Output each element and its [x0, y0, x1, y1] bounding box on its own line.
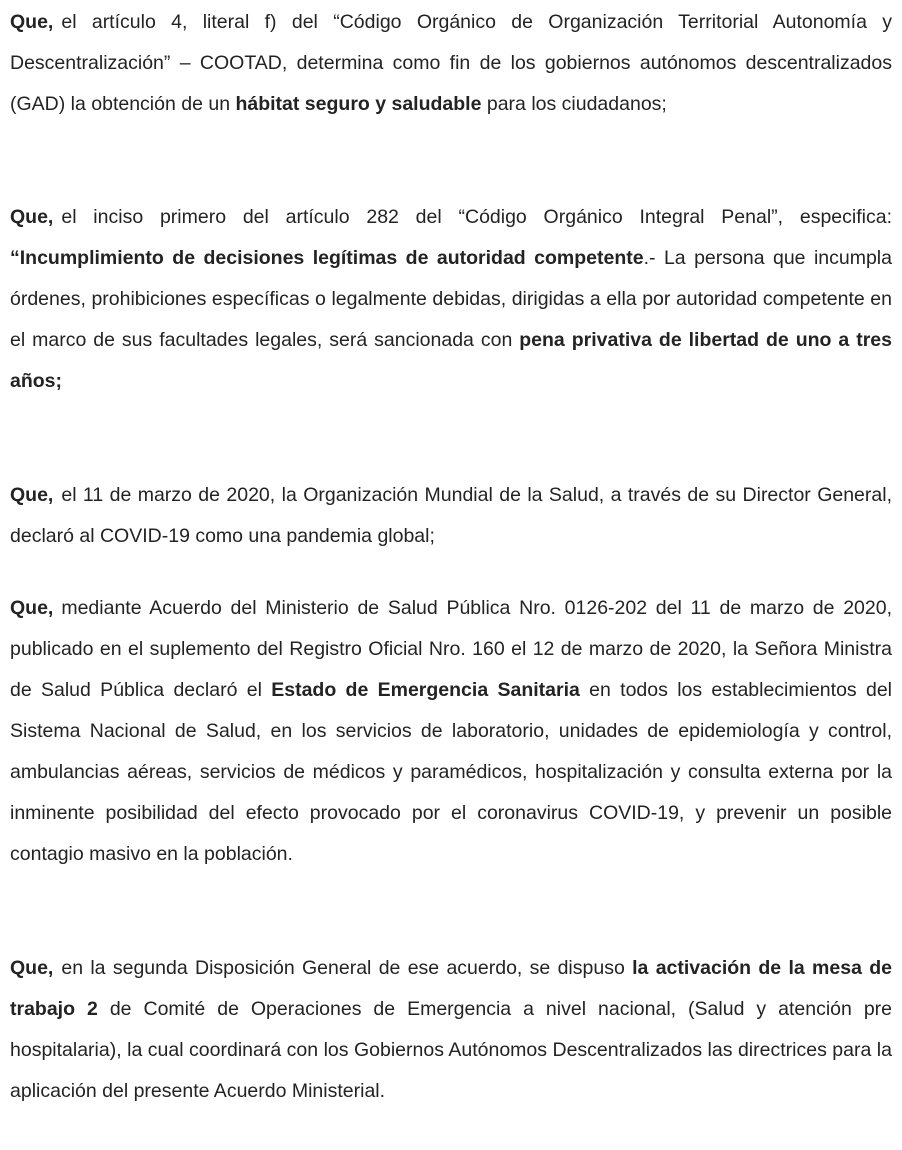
paragraph-content	[10, 484, 892, 547]
paragraph-content	[10, 597, 892, 865]
considerando-paragraph	[10, 588, 892, 875]
paragraph-lead: Que,	[10, 11, 54, 33]
text-segment: mediante Acuerdo del Ministerio de Salud Pública Nro. 0126-202 del 11 de marzo de 2020, publicado en el suplemento del Registro Oficial Nro. 160 el 12 de marzo de 2020, la Señora Ministra de Salud Pública declaró el	[10, 597, 892, 701]
considerando-paragraph	[10, 197, 892, 402]
considerando-paragraph	[10, 948, 892, 1112]
text-segment: en la segunda Disposición General de ese acuerdo, se dispuso	[61, 957, 633, 979]
bold-segment: Estado de Emergencia Sanitaria	[271, 679, 580, 701]
paragraph-content	[10, 206, 892, 392]
paragraph-lead: Que,	[10, 206, 54, 228]
text-segment: .- La persona que incumpla órdenes, prohibiciones específicas o legalmente debidas, dirigidas a ella por autoridad competente en el marco de sus facultades legales, será sancionada con	[10, 247, 892, 351]
text-segment: el inciso primero del artículo 282 del “Código Orgánico Integral Penal”, especifica:	[61, 206, 892, 228]
paragraph-lead: Que,	[10, 484, 54, 506]
text-segment: para los ciudadanos;	[481, 93, 667, 115]
text-segment: el artículo 4, literal f) del “Código Orgánico de Organización Territorial Autonomía y Descentralización” – COOTAD, determina como fin de los gobiernos autónomos descentralizados (GAD) la obtención de un	[10, 11, 892, 115]
text-segment: de Comité de Operaciones de Emergencia a nivel nacional, (Salud y atención pre hospitalaria), la cual coordinará con los Gobiernos Autónomos Descentralizados las directrices para la aplicación del presente Acuerdo Ministerial.	[10, 998, 892, 1102]
text-segment: el 11 de marzo de 2020, la Organización Mundial de la Salud, a través de su Director General, declaró al COVID-19 como una pandemia global;	[10, 484, 892, 547]
paragraph-lead: Que,	[10, 957, 54, 979]
bold-segment: pena privativa de libertad de uno a tres años;	[10, 329, 892, 392]
paragraph-content	[10, 957, 892, 1102]
considerando-paragraph	[10, 475, 892, 557]
paragraph-content	[10, 11, 892, 115]
bold-segment: la activación de la mesa de trabajo 2	[10, 957, 892, 1020]
text-segment: en todos los establecimientos del Sistema Nacional de Salud, en los servicios de laboratorio, unidades de epidemiología y control, ambulancias aéreas, servicios de médicos y paramédicos, hospitalización y consulta externa por la inminente posibilidad del efecto provocado por el coronavirus COVID-19, y prevenir un posible contagio masivo en la población.	[10, 679, 893, 865]
paragraph-lead: Que,	[10, 597, 54, 619]
bold-segment: “Incumplimiento de decisiones legítimas de autoridad competente	[10, 247, 644, 269]
bold-segment: hábitat seguro y saludable	[235, 93, 482, 115]
considerando-paragraph	[10, 2, 892, 125]
